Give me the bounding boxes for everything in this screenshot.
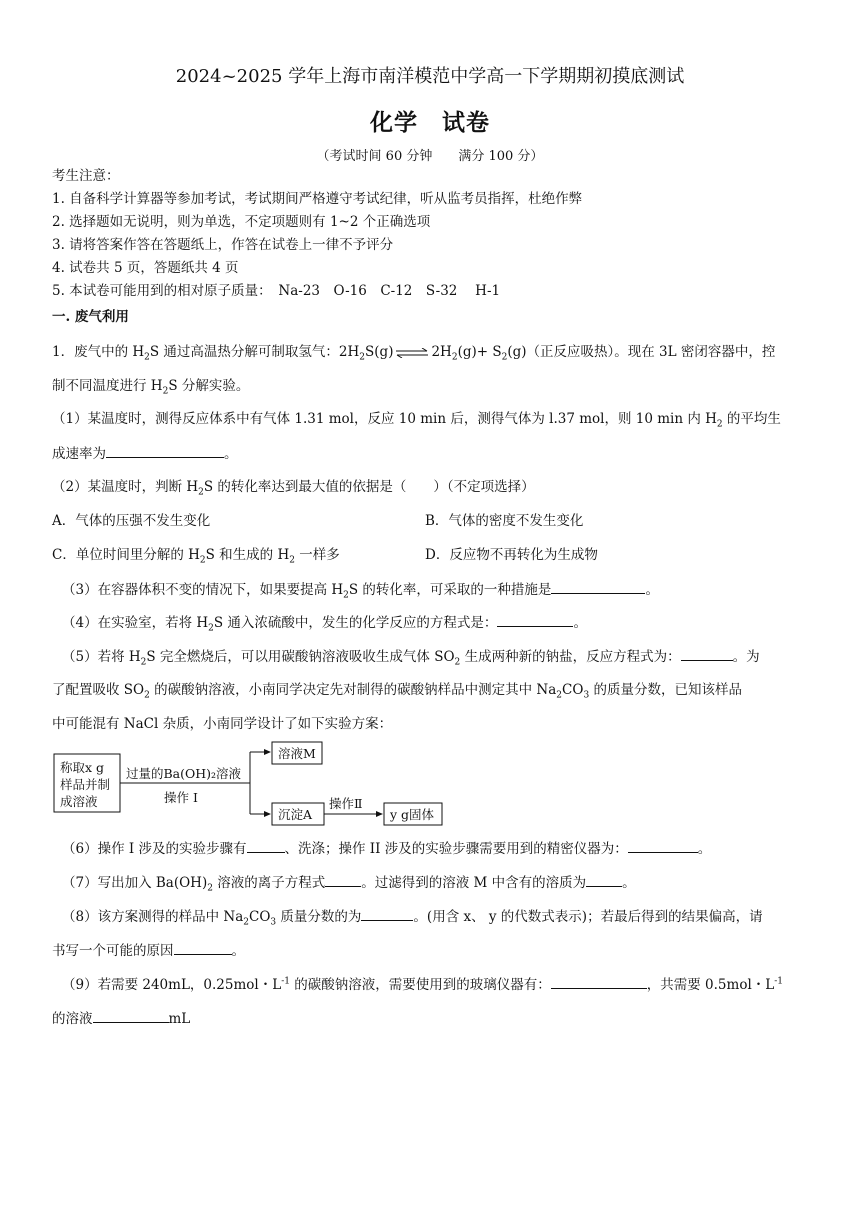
q1-part8-line2: 书写一个可能的原因 。 [52,940,245,961]
answer-blank[interactable] [106,443,224,458]
notice-item-3: 3. 请将答案作答在答题纸上，作答在试卷上一律不予评分 [52,237,394,253]
notice-item-4: 4. 试卷共 5 页，答题纸共 4 页 [52,260,239,276]
exam-title: 2024~2025 学年上海市南洋模范中学高一下学期期初摸底测试 [175,66,685,87]
option-d: D．反应物不再转化为生成物 [425,547,598,563]
q1-part9-line2: 的溶液 mL [52,1008,190,1029]
answer-blank[interactable] [325,872,361,887]
q1-intro-line1: 1．废气中的 $H_2S$ 通过高温热分解可制取氢气：$2H_2S(g)$ $2H_2(g)+ S_2(g)$（正反应吸热）。现在 3L 密闭容器中，控 [52,344,776,363]
q1-part3: （3）在容器体积不变的情况下，如果要提高 $H_2S$ 的转化率，可采取的一种措施是 。 [62,579,659,600]
reagent-label: 过量的Ba(OH)₂溶液 [126,766,242,781]
answer-blank[interactable] [174,940,232,955]
answer-blank[interactable] [361,906,413,921]
answer-blank[interactable] [551,579,645,594]
subject-title: 化学 试卷 [370,109,490,136]
q1-part5-line1: （5）若将 $H_2S$ 完全燃烧后，可以用碳酸钠溶液吸收生成气体 $SO_2$ 生成两种新的钠盐，反应方程式为： 。为 [62,646,760,667]
sample-label-line2: 样品并制 [60,777,111,792]
operation-2-label: 操作Ⅱ [329,796,363,811]
q1-intro-line2: 制不同温度进行 $H_2S$ 分解实验。 [52,378,250,397]
q1-part5-line2: 了配置吸收 $SO_2$ 的碳酸钠溶液，小南同学决定先对制得的碳酸钠样品中测定其中 $Na_2CO_3$ 的质量分数，已知该样品 [52,682,742,701]
precipitate-a-label: 沉淀A [278,807,313,822]
q1-part1-line1: （1）某温度时，测得反应体系中有气体 1.31 mol，反应 10 min 后，测得气体为 l.37 mol，则 10 min 内 $H_2$ 的平均生 [52,411,781,430]
answer-blank[interactable] [551,974,647,989]
q1-part1-line2: 成速率为 。 [52,443,238,464]
q1-part2-stem: （2）某温度时，判断 $H_2S$ 的转化率达到最大值的依据是（ ）（不定项选择） [52,479,535,498]
notice-item-5: 5. 本试卷可能用到的相对原子质量： Na-23 O-16 C-12 S-32 H-1 [52,283,501,299]
answer-blank[interactable] [586,872,622,887]
option-c: C．单位时间里分解的 $H_2S$ 和生成的 $H_2$ 一样多 [52,547,340,566]
answer-blank[interactable] [497,612,573,627]
arrow-right-icon [376,811,383,817]
operation-1-label: 操作 I [164,790,198,805]
q1-part8-line1: （8）该方案测得的样品中 $Na_2CO_3$ 质量分数的为 。(用含 x、 y 的代数式表示)；若最后得到的结果偏高，请 [62,906,763,927]
answer-blank[interactable] [247,838,285,853]
option-a: A．气体的压强不发生变化 [52,513,211,529]
equilibrium-arrows-icon [395,348,429,358]
q1-part9-line1: （9）若需要 240mL，0.25mol・$L^{-1}$ 的碳酸钠溶液，需要使用到的玻璃仪器有： ，共需要 0.5mol・$L^{-1}$ [62,974,783,995]
answer-blank[interactable] [628,838,698,853]
experiment-flowchart [52,740,452,830]
q1-part7: （7）写出加入 $Ba(OH)_2$ 溶液的离子方程式 。过滤得到的溶液 M 中含有的溶质为 。 [62,872,636,893]
arrow-right-icon [264,749,271,755]
solution-m-label: 溶液M [278,746,316,761]
exam-time-info: （考试时间 60 分钟 满分 100 分） [316,149,544,164]
arrow-right-icon [264,811,271,817]
q1-part6: （6）操作 I 涉及的实验步骤有 、洗涤；操作 II 涉及的实验步骤需要用到的精密仪器为： 。 [62,838,711,859]
q1-part5-line3: 中可能混有 NaCl 杂质，小南同学设计了如下实验方案： [52,716,393,732]
q1-part4: （4）在实验室，若将 $H_2S$ 通入浓硫酸中，发生的化学反应的方程式是： 。 [62,612,587,633]
notice-item-2: 2. 选择题如无说明，则为单选，不定项题则有 1~2 个正确选项 [52,214,431,230]
notice-item-1: 1. 自备科学计算器等参加考试，考试期间严格遵守考试纪律，听从监考员指挥，杜绝作弊 [52,191,583,207]
answer-blank[interactable] [93,1008,169,1023]
sample-label-line3: 成溶液 [60,794,98,809]
option-b: B．气体的密度不发生变化 [425,513,584,529]
solid-label: y g固体 [390,807,435,822]
section-title: 一. 废气利用 [52,309,129,325]
answer-blank[interactable] [681,646,733,661]
notice-heading: 考生注意： [52,168,120,184]
sample-label-line1: 称取x g [60,760,105,775]
